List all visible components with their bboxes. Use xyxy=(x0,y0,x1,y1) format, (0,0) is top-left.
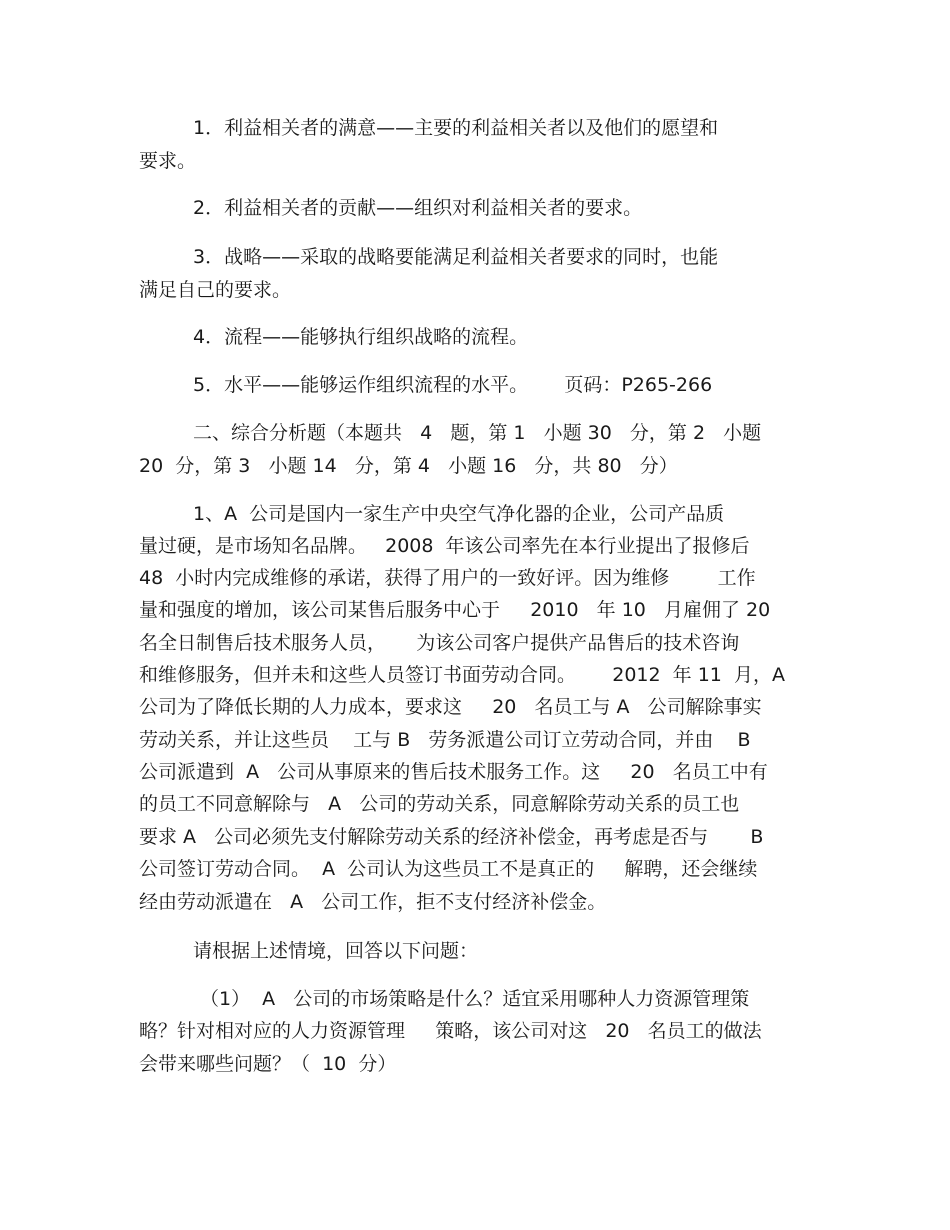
item-3-line-1: 3．战略——采取的战略要能满足利益相关者要求的同时，也能 xyxy=(193,246,719,268)
item-1-line-2: 要求。 xyxy=(139,150,197,172)
question-line-1: （1） A 公司的市场策略是什么？适宜采用哪种人力资源管理策 xyxy=(200,988,750,1010)
item-3-line-2: 满足自己的要求。 xyxy=(139,279,292,301)
item-5-line-1: 5．水平——能够运作组织流程的水平。 页码：P265-266 xyxy=(193,374,713,396)
item-2-line-1: 2．利益相关者的贡献——组织对利益相关者的要求。 xyxy=(193,197,643,219)
case-line-3: 48 小时内完成维修的承诺，获得了用户的一致好评。因为维修 工作 xyxy=(139,567,756,589)
case-line-13: 经由劳动派遣在 A 公司工作，拒不支付经济补偿金。 xyxy=(139,891,607,913)
section-heading-line-1: 二、综合分析题（本题共 4 题，第 1 小题 30 分，第 2 小题 xyxy=(193,422,762,444)
case-line-11: 要求 A 公司必须先支付解除劳动关系的经济补偿金，再考虑是否与 B xyxy=(139,826,764,848)
item-4-line-1: 4．流程——能够执行组织战略的流程。 xyxy=(193,326,529,348)
case-line-6: 和维修服务，但并未和这些人员签订书面劳动合同。 2012 年 11 月，A xyxy=(139,664,785,686)
case-line-2: 量过硬，是市场知名品牌。 2008 年该公司率先在本行业提出了报修后 xyxy=(139,535,750,557)
case-line-12: 公司签订劳动合同。 A 公司认为这些员工不是真正的 解聘，还会继续 xyxy=(139,858,758,880)
case-line-8: 劳动关系，并让这些员 工与 B 劳务派遣公司订立劳动合同，并由 B xyxy=(139,729,751,751)
case-line-5: 名全日制售后技术服务人员， 为该公司客户提供产品售后的技术咨询 xyxy=(139,632,740,654)
case-line-7: 公司为了降低长期的人力成本，要求这 20 名员工与 A 公司解除事实 xyxy=(139,696,762,718)
item-1-line-1: 1．利益相关者的满意——主要的利益相关者以及他们的愿望和 xyxy=(193,117,719,139)
question-line-3: 会带来哪些问题？（ 10 分） xyxy=(139,1053,397,1075)
case-line-4: 量和强度的增加，该公司某售后服务中心于 2010 年 10 月雇佣了 20 xyxy=(139,599,771,621)
section-heading-line-2: 20 分，第 3 小题 14 分，第 4 小题 16 分，共 80 分） xyxy=(139,455,678,477)
case-line-9: 公司派遣到 A 公司从事原来的售后技术服务工作。这 20 名员工中有 xyxy=(139,761,768,783)
prompt-line: 请根据上述情境，回答以下问题： xyxy=(193,940,479,962)
question-line-2: 略？针对相对应的人力资源管理 策略，该公司对这 20 名员工的做法 xyxy=(139,1020,762,1042)
case-line-1: 1、A 公司是国内一家生产中央空气净化器的企业，公司产品质 xyxy=(193,503,725,525)
case-line-10: 的员工不同意解除与 A 公司的劳动关系，同意解除劳动关系的员工也 xyxy=(139,793,740,815)
